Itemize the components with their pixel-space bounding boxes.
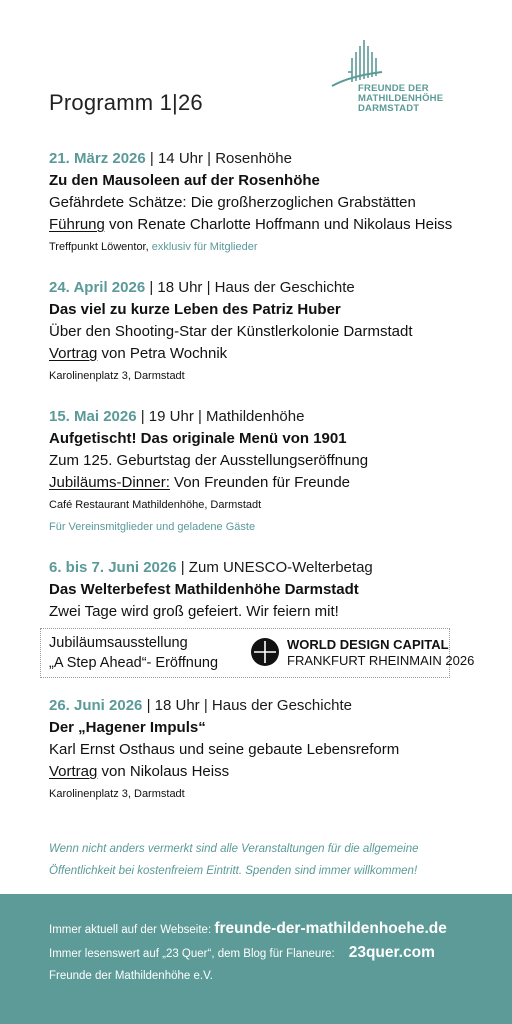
event-info: | Zum UNESCO-Welterbetag [176, 559, 373, 576]
event-place-note: exklusiv für Mitglieder [151, 241, 258, 253]
event-type-line [49, 214, 472, 236]
note-line-1: Wenn nicht anders vermerkt sind alle Veranstaltungen für die allgemeine [49, 843, 419, 855]
event-info: | 19 Uhr | Mathildenhöhe [136, 408, 305, 425]
event-description: Zwei Tage wird groß gefeiert. Wir feiern mit! [49, 603, 339, 620]
logo-line-2: MATHILDENHÖHE [358, 93, 444, 104]
event-place-line [49, 236, 472, 258]
event-date-line [49, 406, 472, 428]
logo-line-3: DARMSTADT [358, 103, 420, 114]
event-place: Treffpunkt Löwentor, [49, 241, 152, 253]
event-date: 15. Mai 2026 [49, 408, 137, 425]
footer-blog-label: Immer lesenswert auf „23 Quer“, dem Blog für Flaneure: [49, 948, 335, 960]
footer-blog-line [49, 944, 435, 962]
event-description: Gefährdete Schätze: Die großherzoglichen Grabstätten [49, 194, 416, 211]
event-date-line [49, 148, 472, 170]
event-info: | 18 Uhr | Haus der Geschichte [145, 279, 355, 296]
event-item [49, 695, 472, 805]
event-title: Aufgetischt! Das originale Menü von 1901 [49, 430, 347, 447]
event-item [49, 277, 472, 387]
event-item [49, 148, 472, 258]
website-link[interactable]: freunde-der-mathildenhoehe.de [214, 920, 447, 937]
event-info: | 14 Uhr | Rosenhöhe [145, 150, 292, 167]
event-type-line [49, 761, 472, 783]
exhibition-title: Jubiläumsausstellung [49, 635, 188, 651]
logo [330, 38, 480, 118]
event-date: 21. März 2026 [49, 150, 146, 167]
event-type: Vortrag [49, 763, 98, 780]
footer-web-label: Immer aktuell auf der Webseite: [49, 924, 215, 936]
footer-web-line [49, 920, 447, 938]
wdc-line-2: FRANKFURT RHEINMAIN 2026 [287, 653, 475, 668]
event-info: | 18 Uhr | Haus der Geschichte [142, 697, 352, 714]
event-description: Karl Ernst Osthaus und seine gebaute Lebensreform [49, 741, 400, 758]
event-item [49, 557, 472, 623]
event-place: Karolinenplatz 3, Darmstadt [49, 788, 185, 800]
world-design-capital-logo-icon [250, 637, 280, 667]
event-by: von Nikolaus Heiss [97, 763, 230, 780]
event-title: Der „Hagener Impuls“ [49, 719, 206, 736]
event-type-line [49, 343, 472, 365]
wdc-line-1: WORLD DESIGN CAPITAL [287, 637, 449, 652]
exhibition-subtitle: „A Step Ahead“- Eröffnung [49, 655, 219, 671]
event-place: Karolinenplatz 3, Darmstadt [49, 370, 185, 382]
logo-text [358, 84, 443, 114]
wdc-text [287, 637, 474, 669]
wedding-tower-logo-icon [330, 38, 390, 88]
event-description: Über den Shooting-Star der Künstlerkolonie Darmstadt [49, 323, 413, 340]
event-by: von Petra Wochnik [97, 345, 228, 362]
event-date-line [49, 277, 472, 299]
event-by: von Renate Charlotte Hoffmann und Nikolaus Heiss [104, 216, 453, 233]
event-description: Zum 125. Geburtstag der Ausstellungseröffnung [49, 452, 369, 469]
logo-line-1: FREUNDE DER [358, 83, 429, 94]
general-note [49, 838, 469, 882]
exhibition-text [49, 633, 218, 673]
event-place: Café Restaurant Mathildenhöhe, Darmstadt [49, 499, 262, 511]
event-type: Führung [49, 216, 105, 233]
event-item [49, 406, 472, 538]
exhibition-box [40, 628, 475, 678]
event-date: 26. Juni 2026 [49, 697, 143, 714]
event-title: Das Welterbefest Mathildenhöhe Darmstadt [49, 581, 359, 598]
event-title: Das viel zu kurze Leben des Patriz Huber [49, 301, 341, 318]
event-title: Zu den Mausoleen auf der Rosenhöhe [49, 172, 320, 189]
event-type-line [49, 472, 472, 494]
event-date: 6. bis 7. Juni 2026 [49, 559, 177, 576]
event-date-line [49, 557, 472, 579]
footer-org: Freunde der Mathildenhöhe e.V. [49, 970, 213, 982]
event-date-line [49, 695, 472, 717]
footer [0, 894, 512, 1024]
event-audience-note: Für Vereinsmitglieder und geladene Gäste [49, 521, 256, 533]
program-title: Programm 1|26 [49, 90, 203, 115]
note-line-2: Öffentlichkeit bei kostenfreiem Eintritt. Spenden sind immer willkommen! [49, 865, 418, 877]
event-date: 24. April 2026 [49, 279, 146, 296]
event-type: Jubiläums-Dinner: [49, 474, 170, 491]
blog-link[interactable]: 23quer.com [348, 944, 435, 961]
event-by: Von Freunden für Freunde [169, 474, 351, 491]
event-type: Vortrag [49, 345, 98, 362]
